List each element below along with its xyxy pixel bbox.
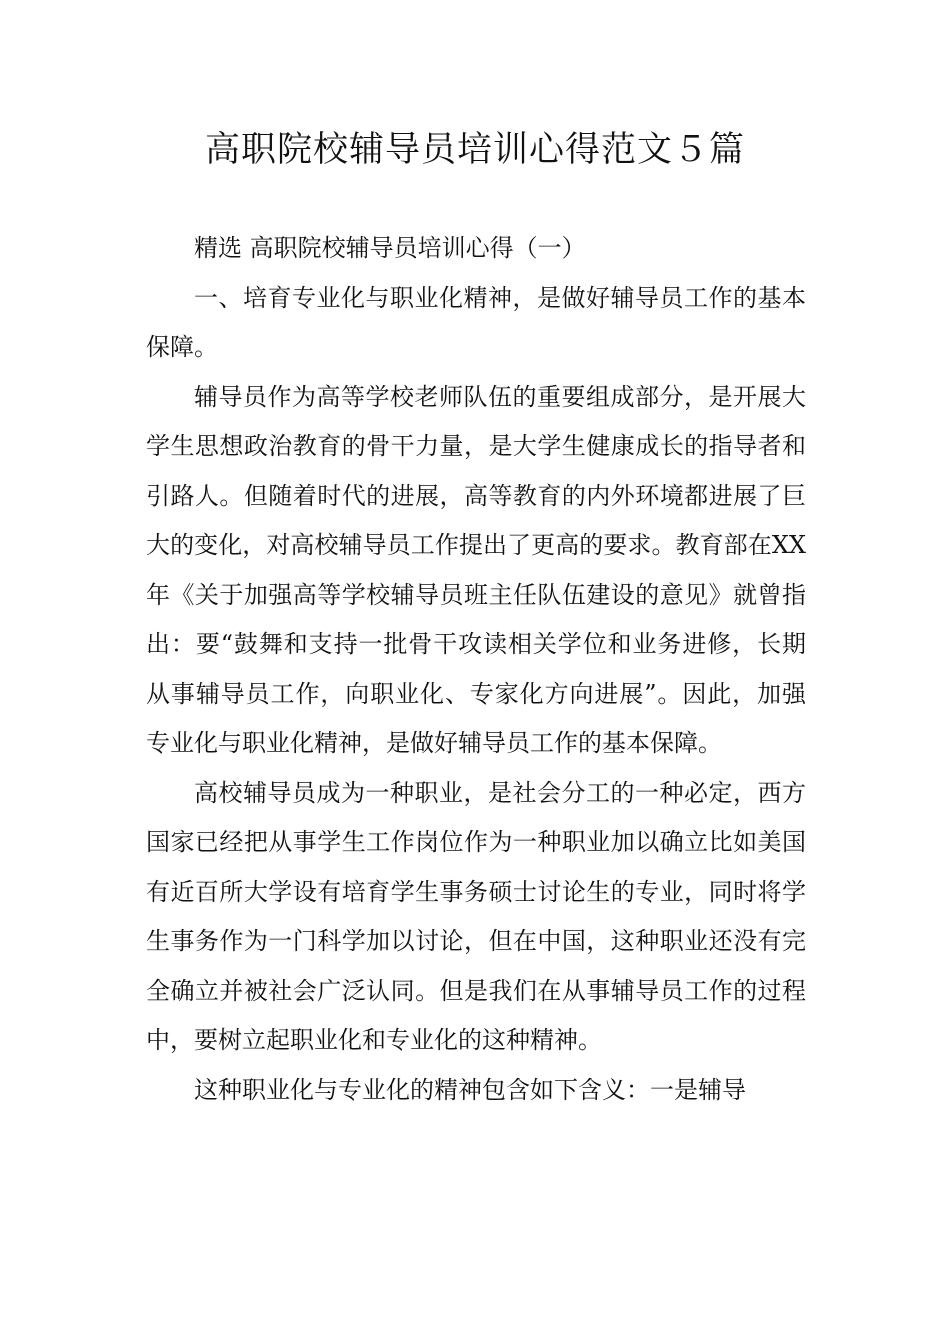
paragraph-body: 辅导员作为高等学校老师队伍的重要组成部分，是开展大学生思想政治教育的骨干力量，是大学生健康成长的指导者和引路人。但随着时代的进展，高等教育的内外环境都进展了巨大的变化，对高校辅导员工作提出了更高的要求。教育部在XX年《关于加强高等学校辅导员班主任队伍建设的意见》就曾指出：要“鼓舞和支持一批骨干攻读相关学位和业务进修，长期从事辅导员工作，向职业化、专家化方向进展”。因此，加强专业化与职业化精神，是做好辅导员工作的基本保障。 [146, 382, 806, 757]
paragraph-body: 这种职业化与专业化的精神包含如下含义：一是辅导 [194, 1075, 746, 1104]
document-title: 高职院校辅导员培训心得范文５篇 [204, 130, 745, 170]
paragraph-section-heading: 一、培育专业化与职业化精神，是做好辅导员工作的基本保障。 [146, 283, 806, 361]
paragraph-subtitle: 精选 高职院校辅导员培训心得（一） [194, 234, 586, 262]
document-body [146, 224, 806, 1115]
paragraph-body: 高校辅导员成为一种职业，是社会分工的一种必定，西方国家已经把从事学生工作岗位作为一种职业加以确立比如美国有近百所大学设有培育学生事务硕士讨论生的专业，同时将学生事务作为一门科学加以讨论，但在中国，这种职业还没有完全确立并被社会广泛认同。但是我们在从事辅导员工作的过程中，要树立起职业化和专业化的这种精神。 [146, 778, 806, 1054]
